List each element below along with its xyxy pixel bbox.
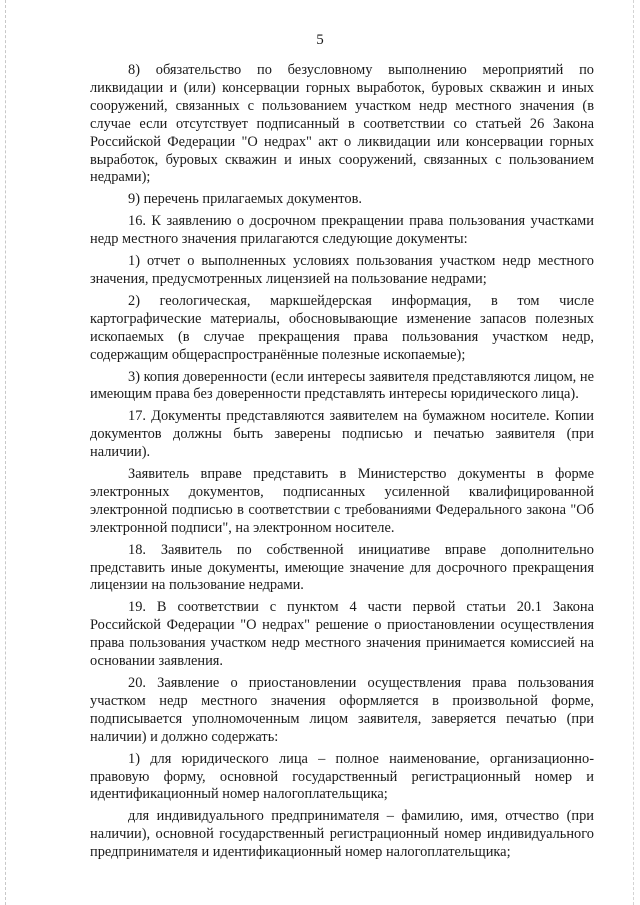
document-body bbox=[90, 62, 594, 862]
paragraph-16-item-1: 1) отчет о выполненных условиях пользования участком недр местного значения, предусмотренных лицензией на пользование недрами; bbox=[90, 253, 594, 287]
paragraph-20-item-1: 1) для юридического лица – полное наименование, организационно-правовую форму, основной государственный регистрационный номер и идентификационный номер налогоплательщика; bbox=[90, 750, 594, 803]
paragraph-item-8: 8) обязательство по безусловному выполнению мероприятий по ликвидации и (или) консервации горных выработок, буровых скважин и иных сооружений, связанных с пользованием участком недр местного значения (в случае если отсутствует подписанный в соответствии со статьей 26 Закона Российской Федерации "О недрах" акт о ликвидации или консервации горных выработок, буровых скважин и иных сооружений, связанных с пользованием недрами); bbox=[90, 62, 594, 186]
paragraph-section-17: 17. Документы представляются заявителем на бумажном носителе. Копии документов должны быть заверены подписью и печатью заявителя (при наличии). bbox=[90, 408, 594, 461]
paragraph-section-16: 16. К заявлению о досрочном прекращении права пользования участками недр местного значения прилагаются следующие документы: bbox=[90, 213, 594, 248]
paragraph-16-item-3: 3) копия доверенности (если интересы заявителя представляются лицом, не имеющим права без доверенности представлять интересы юридического лица). bbox=[90, 368, 594, 403]
paragraph-16-item-2: 2) геологическая, маркшейдерская информация, в том числе картографические материалы, обосновывающие изменение запасов полезных ископаемых (в случае прекращения права пользования участком недр, содержащим общераспространённые полезные ископаемые); bbox=[90, 292, 594, 363]
scan-edge-right bbox=[633, 0, 634, 905]
paragraph-20-individual: для индивидуального предпринимателя – фамилию, имя, отчество (при наличии), основной государственный регистрационный номер индивидуального предпринимателя и идентификационный номер налогоплательщика; bbox=[90, 808, 594, 861]
paragraph-section-19: 19. В соответствии с пунктом 4 части первой статьи 20.1 Закона Российской Федерации "О недрах" решение о приостановлении осуществления права пользования участком недр местного значения принимается комиссией на основании заявления. bbox=[90, 599, 594, 670]
paragraph-17-electronic: Заявитель вправе представить в Министерство документы в форме электронных документов, подписанных усиленной квалифицированной электронной подписью в соответствии с требованиями Федерального закона "Об электронной подписи", на электронном носителе. bbox=[90, 466, 594, 536]
scan-edge-left bbox=[5, 0, 6, 905]
paragraph-section-18: 18. Заявитель по собственной инициативе вправе дополнительно представить иные документы, имеющие значение для досрочного прекращения лицензии на пользование недрами. bbox=[90, 541, 594, 594]
page-number: 5 bbox=[316, 32, 324, 48]
paragraph-item-9: 9) перечень прилагаемых документов. bbox=[128, 191, 362, 208]
paragraph-section-20: 20. Заявление о приостановлении осуществления права пользования участком недр местного значения оформляется в произвольной форме, подписывается уполномоченным лицом заявителя, заверяется печатью (при наличии) и должно содержать: bbox=[90, 675, 594, 745]
